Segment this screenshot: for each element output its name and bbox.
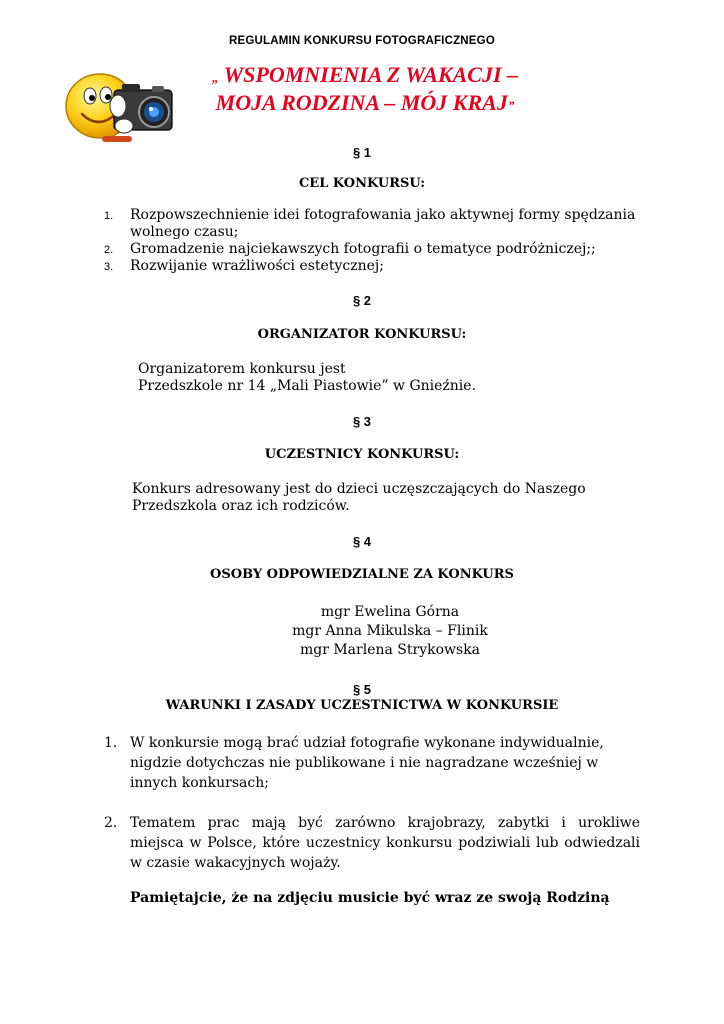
- smiley-with-camera-icon: [62, 68, 186, 148]
- document-header: REGULAMIN KONKURSU FOTOGRAFICZNEGO: [229, 35, 495, 47]
- list-item: 2. Gromadzenie najciekawszych fotografii o tematyce podróżniczej;;: [104, 241, 596, 257]
- person-name: mgr Ewelina Górna: [320, 604, 460, 620]
- section-2-number: § 2: [352, 293, 372, 308]
- contest-title: [175, 62, 555, 118]
- section-5-list: [104, 733, 640, 873]
- person-name: mgr Anna Mikulska – Flinik: [292, 623, 488, 639]
- section-1-number: § 1: [352, 145, 372, 160]
- section-3-number: § 3: [352, 414, 372, 429]
- contest-title-line-2: MOJA RODZINA – MÓJ KRAJ”: [215, 90, 515, 115]
- section-5-number: § 5: [352, 682, 372, 697]
- section-1-list: [104, 207, 644, 275]
- section-1-heading: CEL KONKURSU:: [298, 176, 426, 191]
- contest-title-line-1: „ WSPOMNIENIA Z WAKACJI –: [211, 62, 519, 87]
- close-quote: ”: [507, 98, 515, 113]
- section-4-heading: OSOBY ODPOWIEDZIALNE ZA KONKURS: [210, 567, 514, 582]
- list-item: 2. Tematem prac mają być zarówno krajobrazy, zabytki i urokliwe miejsca w Polsce, które uczestnicy konkursu podziwiali lub odwiedzali w czasie wakacyjnych wojaży.: [104, 815, 640, 871]
- list-item: 1. Rozpowszechnienie idei fotografowania jako aktywnej formy spędzania wolnego czasu;: [104, 207, 636, 240]
- section-3-heading: UCZESTNICY KONKURSU:: [264, 447, 460, 462]
- section-2-heading: ORGANIZATOR KONKURSU:: [257, 327, 467, 342]
- section-5-heading: WARUNKI I ZASADY UCZESTNICTWA W KONKURSIE: [165, 698, 559, 713]
- person-name: mgr Marlena Strykowska: [299, 642, 481, 658]
- participants-text: Konkurs adresowany jest do dzieci uczęszczających do Naszego Przedszkola oraz ich rodziców.: [132, 481, 586, 514]
- list-item: 1. W konkursie mogą brać udział fotografie wykonane indywidualnie, nigdzie dotychczas nie publikowane i nie nagradzane wcześniej w innych konkursach;: [104, 735, 604, 791]
- section-4-number: § 4: [352, 534, 372, 549]
- responsible-persons: [240, 603, 540, 660]
- organizer-text: Organizatorem konkursu jest Przedszkole nr 14 „Mali Piastowie” w Gnieźnie.: [138, 361, 477, 394]
- open-quote: „: [211, 70, 219, 85]
- family-note: Pamiętajcie, że na zdjęciu musicie być wraz ze swoją Rodziną: [130, 890, 610, 906]
- list-item: 3. Rozwijanie wrażliwości estetycznej;: [104, 258, 384, 274]
